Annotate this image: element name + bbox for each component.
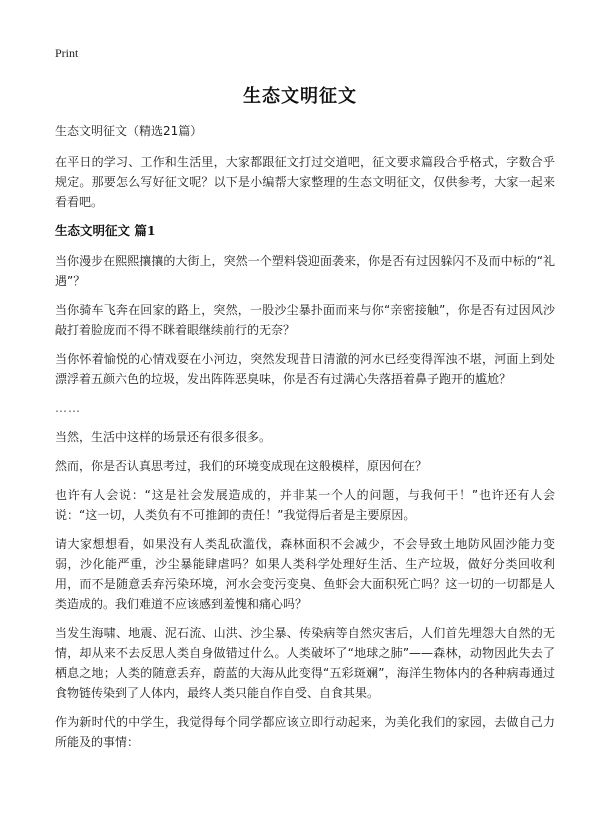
paragraph: 作为新时代的中学生，我觉得每个同学都应该立即行动起来，为美化我们的家园，去做自己力所能及的事情：: [55, 715, 555, 749]
paragraph: 当你骑车飞奔在回家的路上，突然，一股沙尘暴扑面而来与你“亲密接触”，你是否有过因风沙敲打着脸庞而不得不眯着眼继续前行的无奈？: [55, 303, 555, 337]
paragraph: 当你漫步在熙熙攘攘的大街上，突然一个塑料袋迎面袭来，你是否有过因躲闪不及而中标的“礼遇”？: [55, 254, 555, 288]
section-heading: 生态文明征文 篇1: [55, 223, 156, 238]
paragraph: 当你怀着愉悦的心情戏耍在小河边，突然发现昔日清澈的河水已经变得浑浊不堪，河面上到处漂浮着五颜六色的垃圾，发出阵阵恶臭味，你是否有过满心失落捂着鼻子跑开的尴尬？: [55, 352, 555, 386]
paragraph: 当然，生活中这样的场景还有很多很多。: [55, 430, 272, 444]
article-subtitle: 生态文明征文（精选21篇）: [55, 124, 203, 138]
paragraph: 也许有人会说：“这是社会发展造成的，并非某一个人的问题，与我何干！”也许还有人会说：“这一切，人类负有不可推卸的责任！”我觉得后者是主要原因。: [55, 488, 555, 522]
print-link[interactable]: Print: [55, 46, 79, 60]
paragraph: 然而，你是否认真思考过，我们的环境变成现在这般模样，原因何在？: [55, 459, 428, 473]
intro-paragraph: 在平日的学习、工作和生活里，大家都跟征文打过交道吧，征文要求篇段合乎格式，字数合乎规定。那要怎么写好征文呢？以下是小编帮大家整理的生态文明征文，仅供参考，大家一起来看看吧。: [55, 155, 555, 209]
paragraph: 请大家想想看，如果没有人类乱砍滥伐，森林面积不会减少，不会导致土地防风固沙能力变弱，沙化能严重，沙尘暴能肆虐吗？如果人类科学处理好生活、生产垃圾，做好分类回收利用，而不是随意丢弃污染环境，河水会变污变臭、鱼虾会大面积死亡吗？这一切的一切都是人类造成的。我们难道不应该感到羞愧和痛心吗？: [55, 537, 555, 611]
paragraph: 当发生海啸、地震、泥石流、山洪、沙尘暴、传染病等自然灾害后，人们首先埋怨大自然的无情，却从来不去反思人类自身做错过什么。人类破坏了“地球之肺”——森林，动物因此失去了栖息之地；人类的随意丢弃，蔚蓝的大海从此变得“五彩斑斓”，海洋生物体内的各种病毒通过食物链传染到了人体内，最终人类只能自作自受、自食其果。: [55, 626, 555, 700]
page-title: 生态文明征文: [243, 86, 357, 107]
article-body: [55, 121, 555, 761]
ellipsis: ……: [55, 401, 81, 415]
